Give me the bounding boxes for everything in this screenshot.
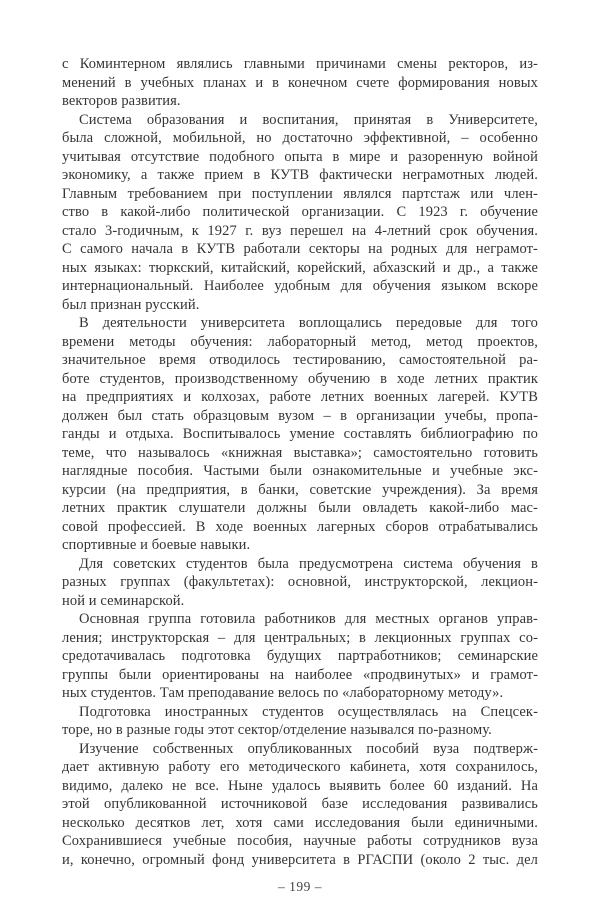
text-line: Система образования и воспитания, принятая в Университете, — [79, 111, 538, 128]
text-line: боте студентов, производственному обучению в ходе летних практик — [62, 370, 538, 387]
text-line: средотачивалась подготовка будущих партработников; семинарские — [62, 648, 538, 664]
text-line: наглядные пособия. Частыми были ознакомительные и учебные экс- — [62, 463, 538, 479]
text-line: несколько десятков лет, хотя сами исследования были единичными. — [62, 814, 538, 831]
text-line: ной и семинарской. — [62, 592, 185, 609]
text-line: Основная группа готовила работников для местных органов управ- — [79, 611, 538, 627]
page-number: – 199 – — [278, 879, 322, 894]
text-line: должен был стать образцовым вузом – в организации учебы, пропа- — [62, 407, 538, 424]
page-footer — [0, 878, 600, 896]
text-line: был признан русский. — [62, 296, 200, 313]
text-line: видимо, далеко не все. Ныне удалось выявить более 60 изданий. На — [62, 777, 538, 794]
text-line: этой опубликованной источниковой базе исследования развивались — [62, 796, 538, 812]
text-line: летних практик слушатели должны были овладеть какой-либо мас- — [62, 500, 538, 516]
text-line: Изучение собственных опубликованных пособий вуза подтверж- — [79, 740, 538, 757]
text-line: на предприятиях и колхозах, работе летних военных лагерей. КУТВ — [62, 389, 538, 405]
text-line: группы были ориентированы на наиболее «продвинутых» и грамот- — [62, 666, 538, 683]
text-line: и, конечно, огромный фонд университета в РГАСПИ (около 2 тыс. дел — [62, 851, 538, 868]
text-line: ных языках: тюркский, китайский, корейский, абхазский и др., а также — [62, 259, 538, 276]
text-line: ных студентов. Там преподавание велось по «лабораторному методу». — [62, 685, 504, 701]
text-line: Главным требованием при поступлении являлся партстаж или член- — [62, 185, 538, 202]
text-line: значительное время отводилось тестированию, самостоятельной ра- — [62, 352, 538, 368]
text-line: С самого начала в КУТВ работали секторы на родных для неграмот- — [62, 241, 538, 257]
text-line: теме, что называлось «книжная выставка»; самостоятельно готовить — [62, 444, 538, 461]
text-line: интернациональный. Наиболее удобным для обучения языком вскоре — [62, 278, 538, 294]
text-line: ство в какой-либо политической организации. С 1923 г. обучение — [62, 204, 538, 220]
text-line: Подготовка иностранных студентов осуществлялась на Спецсек- — [79, 703, 538, 720]
text-line: совой профессией. В ходе военных лагерных сборов отрабатывались — [62, 518, 538, 535]
text-line: стало 3-годичным, к 1927 г. вуз перешел на 4-летний срок обучения. — [62, 222, 538, 239]
text-line: Сохранившиеся учебные пособия, научные работы сотрудников вуза — [62, 833, 538, 849]
text-line: учитывая отсутствие подобного опыта в мире и разоренную войной — [62, 148, 538, 165]
text-line: В деятельности университета воплощались передовые для того — [79, 315, 538, 331]
text-line: векторов развития. — [62, 93, 181, 109]
text-line: была сложной, мобильной, но достаточно эффективной, – особенно — [62, 130, 538, 146]
text-line: менений в учебных планах и в конечном счете формирования новых — [62, 74, 538, 91]
text-line: спортивные и боевые навыки. — [62, 537, 251, 553]
text-line: экономику, а также прием в КУТВ фактически неграмотных людей. — [62, 167, 538, 183]
text-line: курсии (на предприятия, в банки, советские учреждения). За время — [62, 481, 538, 498]
text-line: времени методы обучения: лабораторный метод, метод проектов, — [62, 333, 538, 350]
text-line: торе, но в разные годы этот сектор/отделение назывался по-разному. — [62, 722, 492, 738]
text-line: Для советских студентов была предусмотрена система обучения в — [79, 555, 538, 572]
text-line: ления; инструкторская – для центральных; в лекционных группах со- — [62, 629, 538, 646]
page-body — [62, 55, 538, 869]
text-line: ганды и отдыха. Воспитывалось умение составлять библиографию по — [62, 426, 538, 442]
text-line: разных группах (факультетах): основной, инструкторской, лекцион- — [62, 574, 538, 590]
text-line: с Коминтерном являлись главными причинами смены ректоров, из- — [62, 56, 538, 72]
text-line: дает активную работу его методического кабинета, хотя сохранилось, — [62, 759, 538, 775]
